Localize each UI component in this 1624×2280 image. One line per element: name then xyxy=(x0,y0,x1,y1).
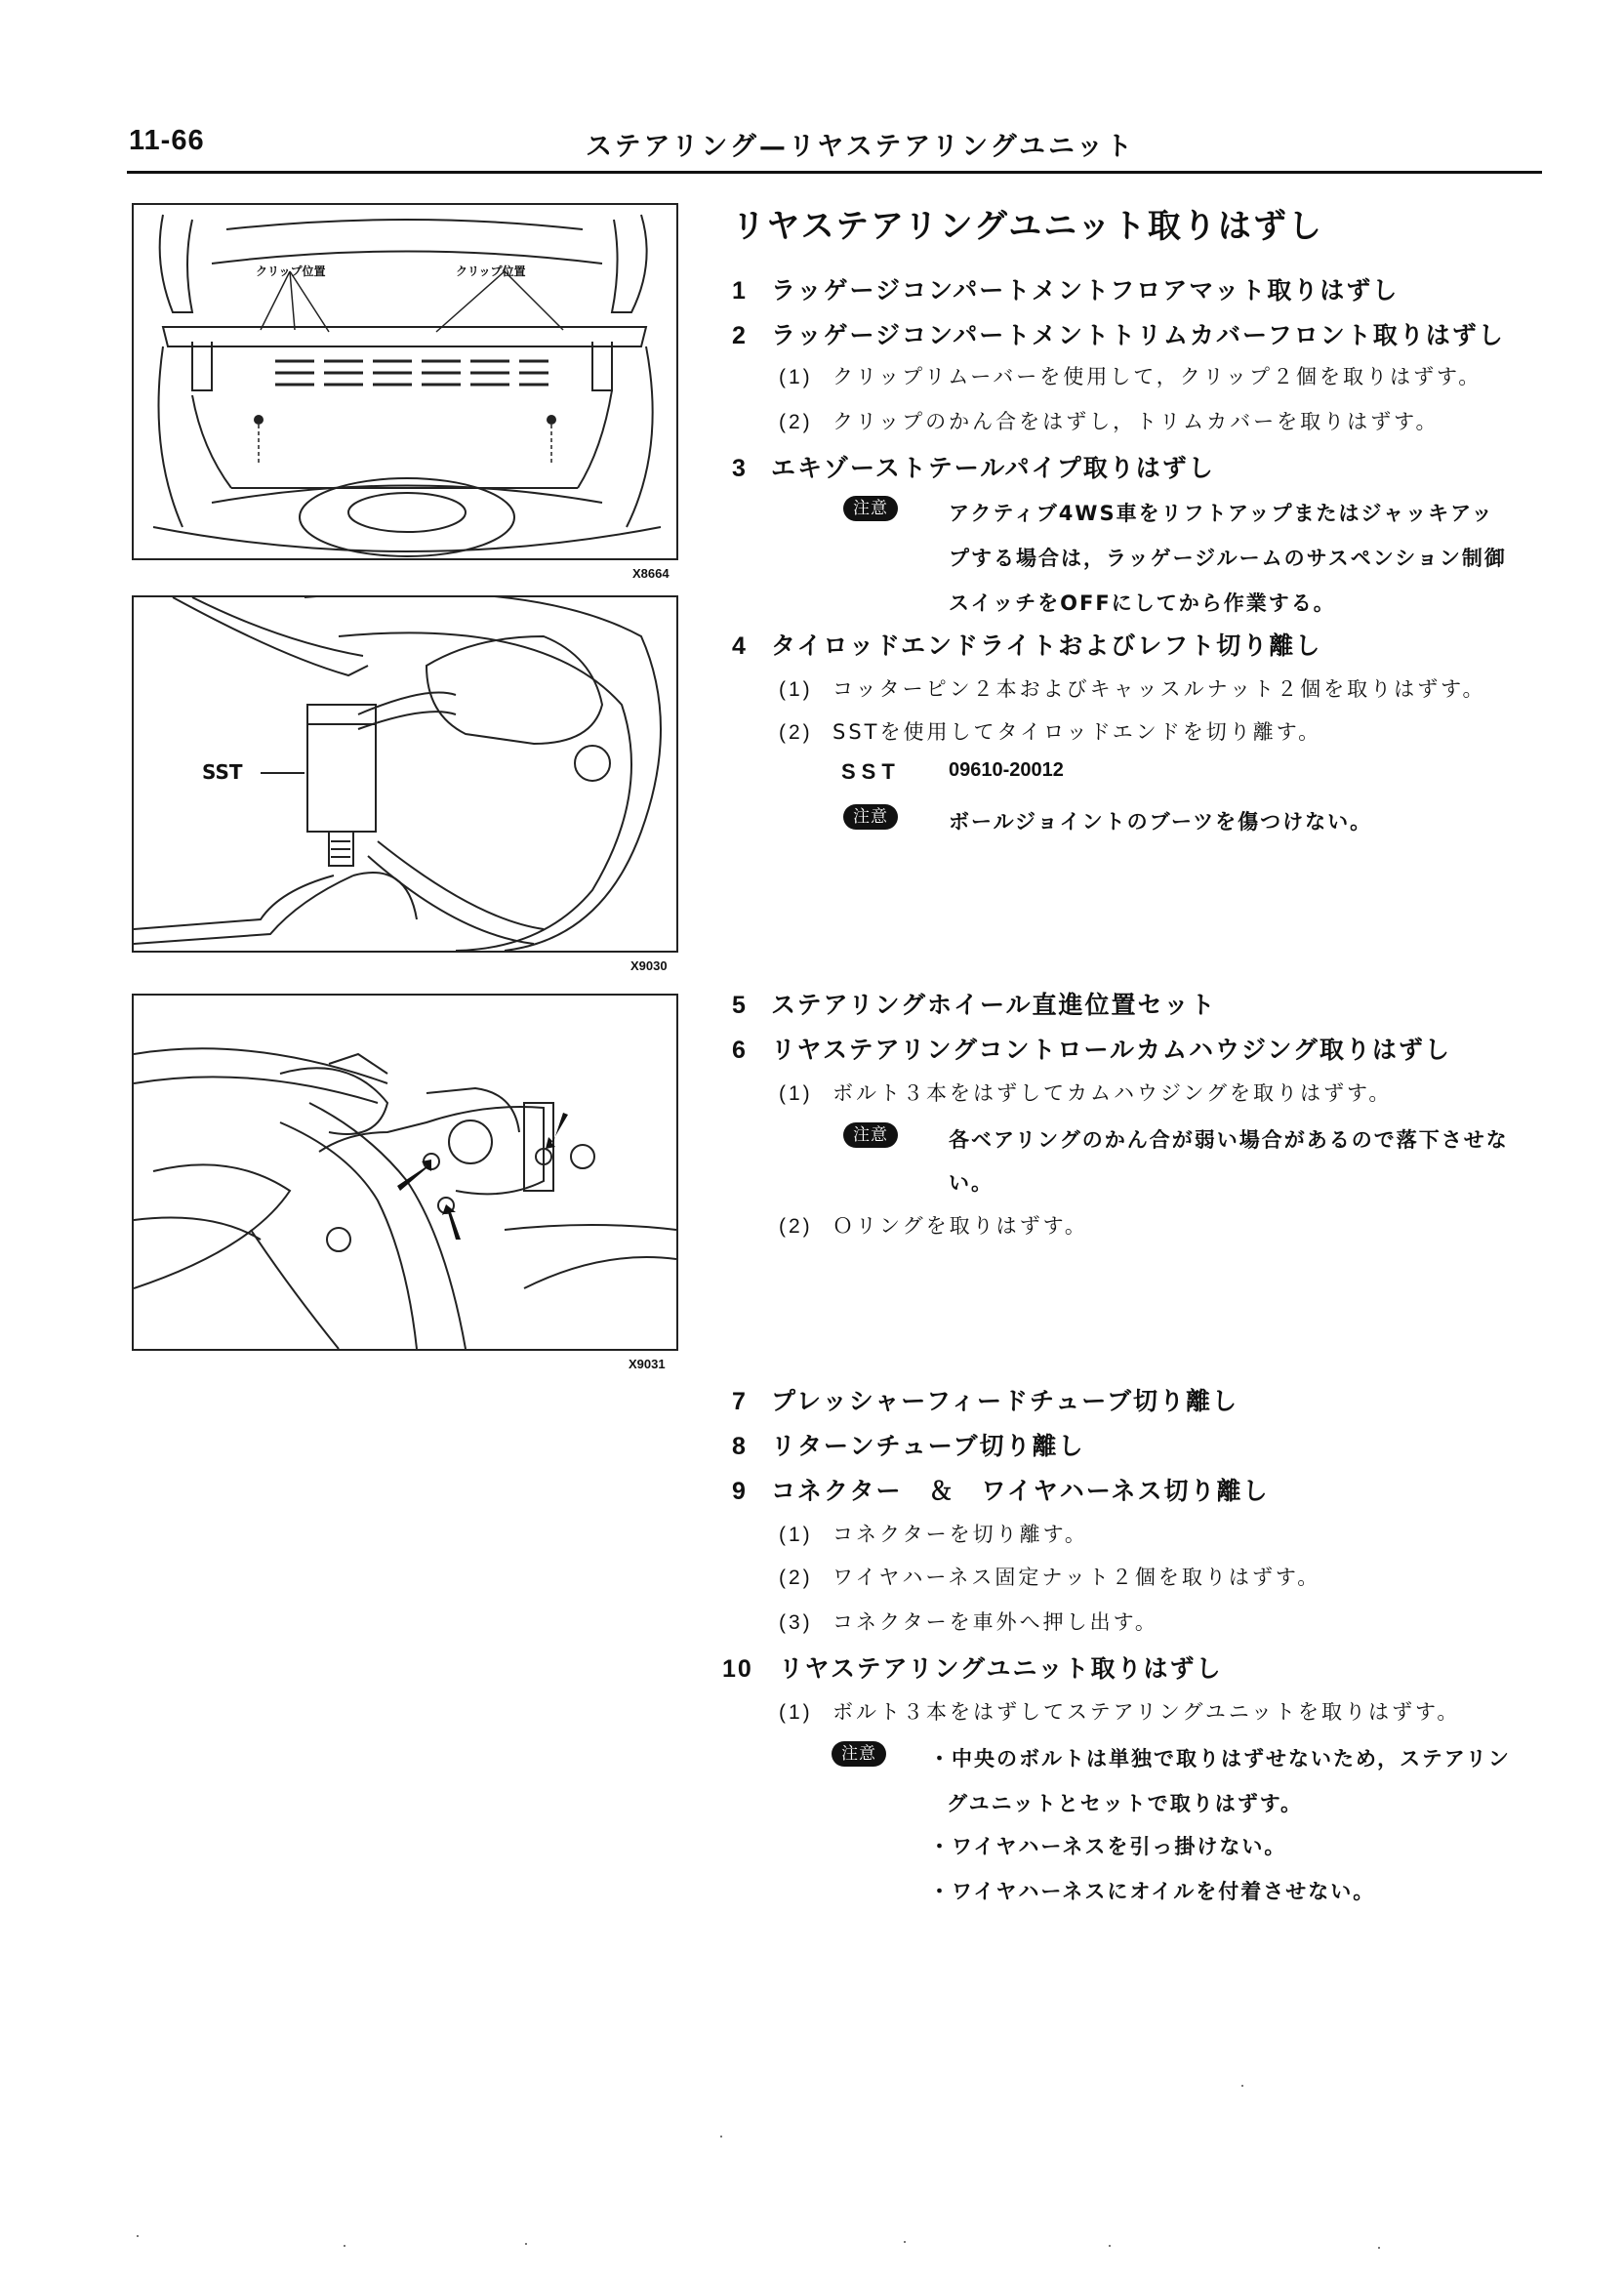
sst-callout-label: SST xyxy=(202,760,243,784)
substep-9-1 xyxy=(779,1519,1088,1548)
scan-speck xyxy=(904,2241,906,2243)
substep-10-1 xyxy=(779,1696,1460,1726)
substep-number: (1) xyxy=(779,678,813,701)
sst-part-number: 09610-20012 xyxy=(949,759,1064,781)
substep-number: (2) xyxy=(779,1567,813,1589)
substep-text: クリップリムーバーを使用して，クリップ２個を取りはずす。 xyxy=(832,365,1482,388)
step-text: プレッシャーフィードチューブ切り離し xyxy=(771,1387,1239,1415)
step-6 xyxy=(732,1031,1451,1066)
clip-position-label-right: クリップ位置 xyxy=(456,265,526,278)
step-text: ラッゲージコンパートメントトリムカバーフロント取りはずし xyxy=(771,321,1505,349)
substep-text: Ｏリングを取りはずす。 xyxy=(832,1214,1088,1238)
step-text: エキゾーストテールパイプ取りはずし xyxy=(771,454,1215,482)
caution-note-line: ・ワイヤハーネスにオイルを付着させない。 xyxy=(929,1880,1376,1903)
substep-9-3 xyxy=(779,1607,1158,1636)
step-8 xyxy=(732,1427,1085,1462)
step-number: 9 xyxy=(732,1478,748,1505)
step-number: 7 xyxy=(732,1388,748,1415)
figure-trunk-clips xyxy=(132,203,678,560)
substep-number: (1) xyxy=(779,366,813,388)
trunk-illustration xyxy=(134,205,676,558)
tie-rod-illustration xyxy=(134,597,676,951)
step-text: ステアリングホイール直進位置セット xyxy=(771,991,1217,1019)
page-header-title: ステアリング—リヤステアリングユニット xyxy=(586,132,1135,162)
scan-speck xyxy=(1378,2247,1380,2249)
caution-note-line: 各ベアリングのかん合が弱い場合があるので落下させな xyxy=(949,1128,1509,1152)
caution-note-line: スイッチをOFFにしてから作業する。 xyxy=(949,591,1336,615)
sst-label: SST xyxy=(841,759,901,784)
step-5 xyxy=(732,986,1217,1021)
figure-cam-housing xyxy=(132,994,678,1351)
step-number: 5 xyxy=(732,992,748,1019)
substep-number: (2) xyxy=(779,1215,813,1238)
substep-number: (1) xyxy=(779,1082,813,1105)
step-number: 8 xyxy=(732,1433,748,1460)
substep-6-2 xyxy=(779,1210,1088,1240)
substep-text: コネクターを切り離す。 xyxy=(832,1523,1088,1546)
substep-text: コッターピン２本およびキャッスルナット２個を取りはずす。 xyxy=(832,677,1486,701)
caution-badge: 注意 xyxy=(843,496,898,521)
section-title: リヤステアリングユニット取りはずし xyxy=(732,207,1323,246)
substep-text: クリップのかん合をはずし，トリムカバーを取りはずす。 xyxy=(832,410,1440,433)
caution-badge: 注意 xyxy=(843,804,898,830)
step-text: コネクター ＆ ワイヤハーネス切り離し xyxy=(771,1477,1270,1505)
page-number: 11-66 xyxy=(129,125,205,156)
substep-number: (1) xyxy=(779,1524,813,1546)
header-divider xyxy=(127,171,1542,174)
figure-code: X8664 xyxy=(632,566,670,581)
caution-note-line: グユニットとセットで取りはずす。 xyxy=(947,1792,1304,1815)
substep-2-1 xyxy=(779,361,1482,390)
step-1 xyxy=(732,271,1399,306)
substep-number: (1) xyxy=(779,1701,813,1724)
scan-speck xyxy=(525,2243,527,2245)
step-number: 3 xyxy=(732,455,748,482)
scan-speck xyxy=(344,2245,345,2247)
step-number: 6 xyxy=(732,1037,748,1064)
step-3 xyxy=(732,449,1215,484)
substep-text: ボルト３本をはずしてステアリングユニットを取りはずす。 xyxy=(832,1700,1461,1724)
substep-text: コネクターを車外へ押し出す。 xyxy=(832,1610,1158,1634)
scan-speck xyxy=(137,2235,139,2237)
substep-text: SSTを使用してタイロッドエンドを切り離す。 xyxy=(832,720,1322,744)
step-10 xyxy=(722,1649,1223,1685)
substep-number: (2) xyxy=(779,721,813,744)
step-number: 1 xyxy=(732,277,748,305)
caution-badge: 注意 xyxy=(832,1741,886,1767)
caution-note-line: アクティブ4WS車をリフトアップまたはジャッキアッ xyxy=(949,502,1494,525)
caution-badge: 注意 xyxy=(843,1122,898,1148)
step-number: 4 xyxy=(732,632,748,660)
scan-speck xyxy=(1241,2085,1243,2087)
figure-code: X9030 xyxy=(630,958,668,973)
substep-text: ワイヤハーネス固定ナット２個を取りはずす。 xyxy=(832,1566,1321,1589)
step-text: ラッゲージコンパートメントフロアマット取りはずし xyxy=(771,276,1400,305)
clip-position-label-left: クリップ位置 xyxy=(256,265,326,278)
step-number: 2 xyxy=(732,322,748,349)
substep-2-2 xyxy=(779,406,1439,435)
substep-number: (2) xyxy=(779,411,813,433)
caution-note-line: い。 xyxy=(949,1171,994,1195)
step-4 xyxy=(732,627,1321,662)
step-text: リターンチューブ切り離し xyxy=(771,1432,1085,1460)
scan-speck xyxy=(720,2136,722,2138)
figure-tie-rod-sst xyxy=(132,595,678,953)
step-text: リヤステアリングユニット取りはずし xyxy=(779,1654,1223,1683)
substep-6-1 xyxy=(779,1078,1392,1107)
step-2 xyxy=(732,316,1505,351)
caution-note-line: ボールジョイントのブーツを傷つけない。 xyxy=(949,810,1373,834)
substep-number: (3) xyxy=(779,1611,813,1634)
substep-4-1 xyxy=(779,673,1485,703)
caution-note-line: ・ワイヤハーネスを引っ掛けない。 xyxy=(929,1835,1287,1858)
caution-note-line: ・中央のボルトは単独で取りはずせないため，ステアリン xyxy=(929,1747,1511,1771)
step-9 xyxy=(732,1472,1270,1507)
substep-4-2 xyxy=(779,716,1321,746)
step-text: タイロッドエンドライトおよびレフト切り離し xyxy=(771,631,1322,660)
step-number: 10 xyxy=(722,1655,753,1683)
step-7 xyxy=(732,1382,1238,1417)
substep-text: ボルト３本をはずしてカムハウジングを取りはずす。 xyxy=(832,1081,1393,1105)
scan-speck xyxy=(1109,2245,1111,2247)
substep-9-2 xyxy=(779,1562,1320,1591)
figure-code: X9031 xyxy=(629,1357,666,1371)
caution-note-line: プする場合は，ラッゲージルームのサスペンション制御 xyxy=(949,547,1507,570)
cam-housing-illustration xyxy=(134,996,676,1349)
step-text: リヤステアリングコントロールカムハウジング取りはずし xyxy=(771,1036,1451,1064)
